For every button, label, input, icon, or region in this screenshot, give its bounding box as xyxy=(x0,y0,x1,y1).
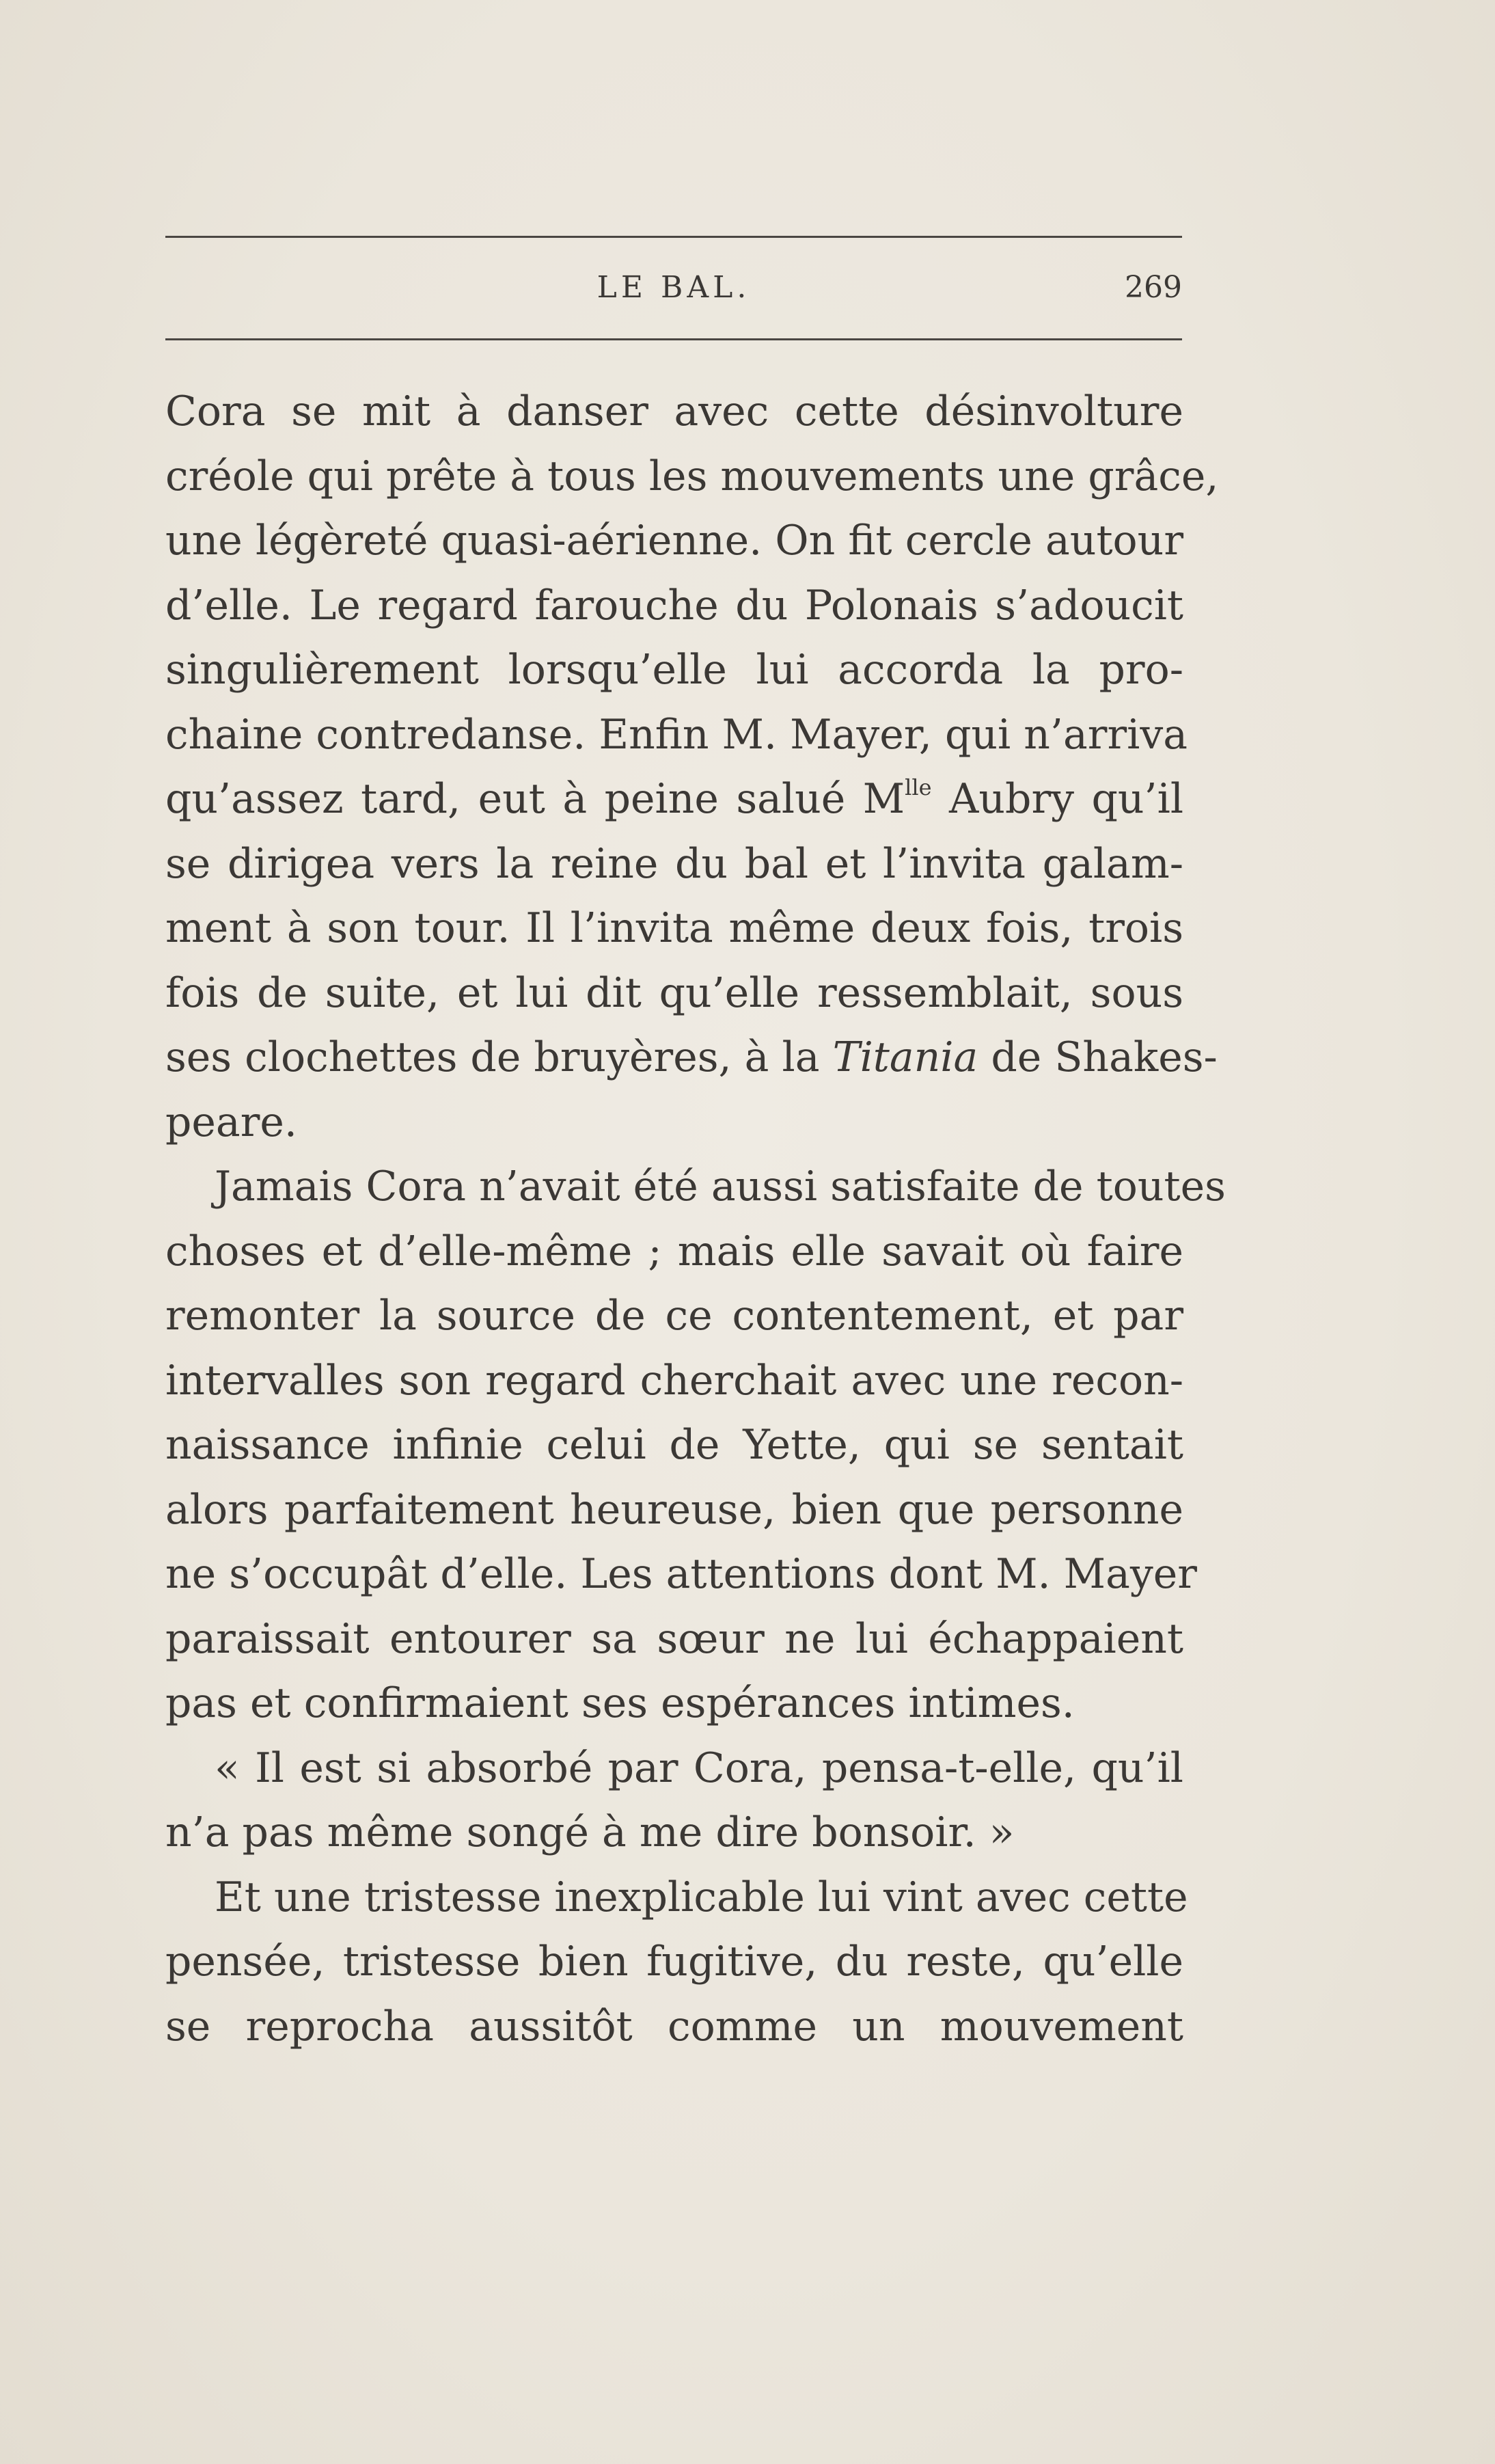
text-line: n’a pas même songé à me dire bonsoir. » xyxy=(165,1809,1015,1856)
text-line: fois de suite, et lui dit qu’elle ressemblait, sous xyxy=(165,969,1183,1017)
paragraph-first-line: Jamais Cora n’avait été aussi satisfaite de toutes xyxy=(215,1163,1226,1210)
text-line: chaine contredanse. Enfin M. Mayer, qui n’arriva xyxy=(165,710,1188,759)
text-line: d’elle. Le regard farouche du Polonais s’adoucit xyxy=(165,581,1183,629)
text-line: se reprocha aussitôt comme un mouvement xyxy=(165,2002,1183,2050)
text-line: choses et d’elle-même ; mais elle savait où faire xyxy=(165,1227,1183,1275)
text-line: ne s’occupât d’elle. Les attentions dont M. Mayer xyxy=(165,1550,1197,1598)
text-line: créole qui prête à tous les mouvements une grâce, xyxy=(165,452,1219,500)
page-number: 269 xyxy=(1125,270,1182,305)
text-line: pas et confirmaient ses espérances intimes. xyxy=(165,1679,1075,1727)
text-segment: Aubry qu’il xyxy=(931,775,1184,823)
text-line: remonter la source de ce contentement, et par xyxy=(165,1292,1183,1340)
text-line: singulièrement lorsqu’elle lui accorda la pro- xyxy=(165,646,1183,694)
header-rule-bottom xyxy=(165,338,1182,340)
running-header xyxy=(165,270,1182,311)
paragraph-first-line: « Il est si absorbé par Cora, pensa-t-elle, qu’il xyxy=(215,1744,1183,1792)
chapter-title: LE BAL. xyxy=(596,270,751,305)
italic-title: Titania xyxy=(832,1033,978,1081)
header-rule-top xyxy=(165,236,1182,238)
body-text xyxy=(165,379,1226,2059)
text-line: intervalles son regard cherchait avec une recon- xyxy=(165,1356,1183,1405)
text-line: naissance infinie celui de Yette, qui se sentait xyxy=(165,1421,1183,1469)
text-line: alors parfaitement heureuse, bien que personne xyxy=(165,1485,1183,1534)
text-line xyxy=(165,1025,1218,1090)
text-line: se dirigea vers la reine du bal et l’invita galam- xyxy=(165,839,1183,888)
text-line: paraissait entourer sa sœur ne lui échappaient xyxy=(165,1614,1183,1663)
text-line: ment à son tour. Il l’invita même deux fois, trois xyxy=(165,904,1183,952)
text-line: une légèreté quasi-aérienne. On fit cercle autour xyxy=(165,517,1183,565)
superscript-abbreviation: lle xyxy=(905,774,932,800)
text-line: peare. xyxy=(165,1098,297,1146)
text-line: pensée, tristesse bien fugitive, du reste, qu’elle xyxy=(165,1938,1183,1986)
text-line xyxy=(165,767,1183,832)
text-segment: de Shakes- xyxy=(978,1033,1218,1081)
paragraph-first-line: Et une tristesse inexplicable lui vint avec cette xyxy=(215,1873,1188,1921)
text-segment: qu’assez tard, eut à peine salué M xyxy=(165,775,905,823)
text-segment: ses clochettes de bruyères, à la xyxy=(165,1033,833,1081)
text-line: Cora se mit à danser avec cette désinvolture xyxy=(165,388,1183,435)
